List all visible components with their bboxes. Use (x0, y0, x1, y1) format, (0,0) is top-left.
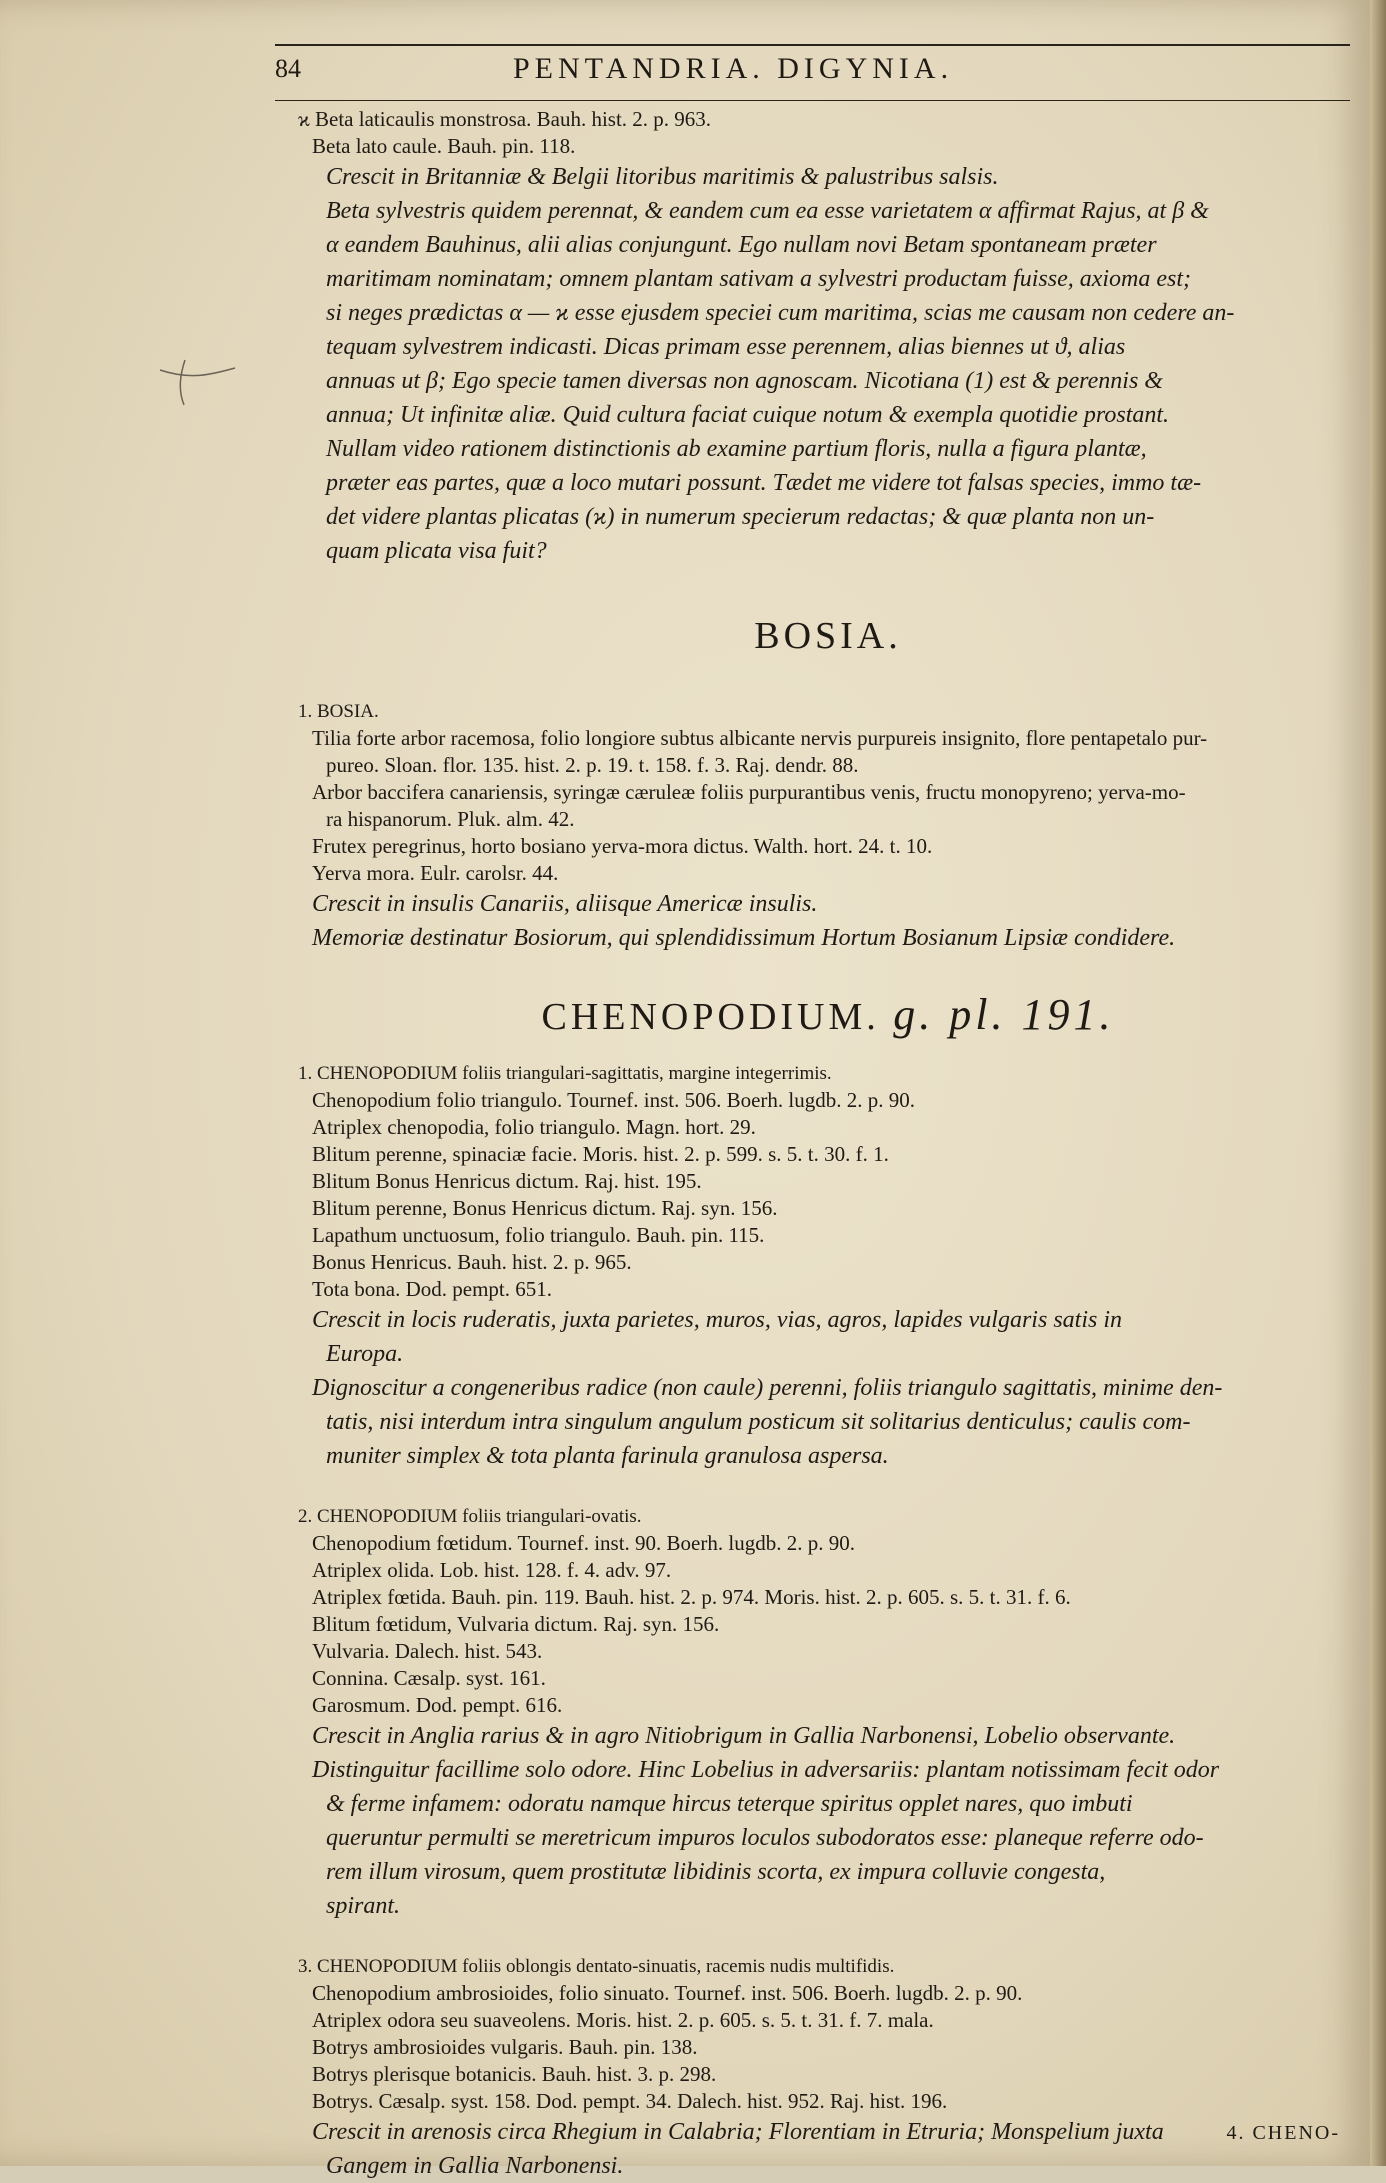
text-line: Blitum perenne, Bonus Henricus dictum. Raj. syn. 156. (312, 1196, 778, 1220)
bosia-heading: BOSIA. (754, 615, 902, 657)
text-line: Bonus Henricus. Bauh. hist. 2. p. 965. (312, 1250, 632, 1274)
text-line: tatis, nisi interdum intra singulum angulum posticum sit solitarius denticulus; caulis com- (326, 1409, 1191, 1435)
text-line: Botrys. Cæsalp. syst. 158. Dod. pempt. 34. Dalech. hist. 952. Raj. hist. 196. (312, 2089, 948, 2113)
chenopodium-heading-ref: g. pl. 191. (893, 990, 1115, 1039)
text-line: Blitum perenne, spinaciæ facie. Moris. hist. 2. p. 599. s. 5. t. 30. f. 1. (312, 1142, 889, 1166)
text-line: Chenopodium folio triangulo. Tournef. inst. 506. Boerh. lugdb. 2. p. 90. (312, 1088, 916, 1112)
species-title: 3. CHENOPODIUM foliis oblongis dentato-sinuatis, racemis nudis multifidis. (298, 1956, 895, 1977)
text-line: si neges prædictas α — ϰ esse ejusdem speciei cum maritima, scias me causam non cedere an- (326, 300, 1235, 326)
header-rule-top (275, 44, 1350, 46)
page-content (298, 106, 1358, 2183)
text-line: queruntur permulti se meretricum impuros loculos subodoratos esse: planeque referre odo- (326, 1825, 1204, 1851)
text-line: maritimam nominatam; omnem plantam sativam a sylvestri productam fuisse, axioma est; (326, 266, 1192, 292)
text-line: Crescit in locis ruderatis, juxta parietes, muros, vias, agros, lapides vulgaris satis in (312, 1307, 1122, 1333)
page-header (275, 48, 1350, 88)
beta-section (298, 106, 1358, 568)
chenopodium-species-1 (298, 1060, 1358, 1473)
text-line: rem illum virosum, quem prostitutæ libidinis scorta, ex impura colluvie congesta, (326, 1859, 1106, 1885)
text-line: α eandem Bauhinus, alii alias conjungunt. Ego nullam novi Betam spontaneam præter (326, 232, 1157, 258)
page-number: 84 (275, 54, 301, 83)
text-line: Beta sylvestris quidem perennat, & eandem cum ea esse varietatem α affirmat Rajus, at β & (326, 198, 1209, 224)
text-line: Atriplex fœtida. Bauh. pin. 119. Bauh. hist. 2. p. 974. Moris. hist. 2. p. 605. s. 5. t. 31. f. 6. (312, 1585, 1071, 1609)
text-line: Blitum fœtidum, Vulvaria dictum. Raj. syn. 156. (312, 1612, 720, 1636)
text-line: Distinguitur facillime solo odore. Hinc Lobelius in adversariis: plantam notissimam fecit odor (312, 1757, 1220, 1783)
text-line: Crescit in Britanniæ & Belgii litoribus maritimis & palustribus salsis. (326, 164, 999, 190)
text-line: Botrys plerisque botanicis. Bauh. hist. 3. p. 298. (312, 2062, 717, 2086)
text-line: Memoriæ destinatur Bosiorum, qui splendidissimum Hortum Bosianum Lipsiæ condidere. (312, 925, 1176, 951)
catchword: 4. CHENO- (1226, 2122, 1340, 2144)
text-line: Dignoscitur a congeneribus radice (non caule) perenni, foliis triangulo sagittatis, minime den- (312, 1375, 1223, 1401)
text-line: muniter simplex & tota planta farinula granulosa aspersa. (326, 1443, 889, 1469)
text-line: Chenopodium fœtidum. Tournef. inst. 90. Boerh. lugdb. 2. p. 90. (312, 1531, 855, 1555)
text-line: Crescit in Anglia rarius & in agro Nitiobrigum in Gallia Narbonensi, Lobelio observante. (312, 1723, 1176, 1749)
chenopodium-heading (298, 989, 1358, 1040)
text-line: annua; Ut infinitæ aliæ. Quid cultura faciat cuique notum & exempla quotidie prostant. (326, 402, 1170, 428)
text-line: Garosmum. Dod. pempt. 616. (312, 1693, 563, 1717)
text-line: Atriplex olida. Lob. hist. 128. f. 4. adv. 97. (312, 1558, 672, 1582)
text-line: & ferme infamem: odoratu namque hircus teterque spiritus opplet nares, quo imbuti (326, 1791, 1133, 1817)
pencil-mark-icon (150, 350, 240, 410)
header-rule-bottom (275, 100, 1350, 101)
text-line: tequam sylvestrem indicasti. Dicas primam esse perennem, alias biennes ut ϑ, alias (326, 334, 1126, 360)
text-line: Gangem in Gallia Narbonensi. (326, 2153, 624, 2179)
chenopodium-species-2 (298, 1503, 1358, 1923)
text-line: Tilia forte arbor racemosa, folio longiore subtus albicante nervis purpureis insignito, flore pentapetalo pur- (312, 726, 1208, 750)
text-line: Vulvaria. Dalech. hist. 543. (312, 1639, 543, 1663)
text-line: ra hispanorum. Pluk. alm. 42. (326, 807, 575, 831)
text-line: Atriplex odora seu suaveolens. Moris. hist. 2. p. 605. s. 5. t. 31. f. 7. mala. (312, 2008, 934, 2032)
text-line: Crescit in arenosis circa Rhegium in Calabria; Florentiam in Etruria; Monspelium juxta (312, 2119, 1164, 2145)
text-line: Chenopodium ambrosioides, folio sinuato. Tournef. inst. 506. Boerh. lugdb. 2. p. 90. (312, 1981, 1023, 2005)
text-line: Beta lato caule. Bauh. pin. 118. (312, 134, 576, 158)
text-line: Botrys ambrosioides vulgaris. Bauh. pin. 138. (312, 2035, 698, 2059)
text-line: spirant. (326, 1893, 401, 1919)
text-line: quam plicata visa fuit? (326, 538, 547, 564)
chenopodium-heading-title: CHENOPODIUM. (541, 996, 880, 1038)
text-line: Lapathum unctuosum, folio triangulo. Bauh. pin. 115. (312, 1223, 765, 1247)
text-line: præter eas partes, quæ a loco mutari possunt. Tædet me videre tot falsas species, immo tæ- (326, 470, 1202, 496)
text-line: Frutex peregrinus, horto bosiano yerva-mora dictus. Walth. hort. 24. t. 10. (312, 834, 933, 858)
text-line: Atriplex chenopodia, folio triangulo. Magn. hort. 29. (312, 1115, 756, 1139)
text-line: ϰ Beta laticaulis monstrosa. Bauh. hist. 2. p. 963. (298, 107, 712, 131)
bosia-section (298, 698, 1358, 955)
text-line: annuas ut β; Ego specie tamen diversas non agnoscam. Nicotiana (1) est & perennis & (326, 368, 1163, 394)
page-edge (1370, 0, 1386, 2166)
text-line: Crescit in insulis Canariis, aliisque Americæ insulis. (312, 891, 818, 917)
species-title: 1. BOSIA. (298, 701, 379, 722)
text-line: Blitum Bonus Henricus dictum. Raj. hist. 195. (312, 1169, 702, 1193)
text-line: pureo. Sloan. flor. 135. hist. 2. p. 19. t. 158. f. 3. Raj. dendr. 88. (326, 753, 859, 777)
chenopodium-species-3 (298, 1953, 1358, 2183)
species-title: 1. CHENOPODIUM foliis triangulari-sagittatis, margine integerrimis. (298, 1063, 832, 1084)
text-line: Connina. Cæsalp. syst. 161. (312, 1666, 546, 1690)
species-title: 2. CHENOPODIUM foliis triangulari-ovatis. (298, 1506, 642, 1527)
running-head: PENTANDRIA. DIGYNIA. (513, 52, 954, 85)
text-line: Yerva mora. Eulr. carolsr. 44. (312, 861, 559, 885)
text-line: Europa. (326, 1341, 404, 1367)
text-line: Tota bona. Dod. pempt. 651. (312, 1277, 552, 1301)
text-line: Nullam video rationem distinctionis ab examine partium floris, nulla a figura plantæ, (326, 436, 1147, 462)
text-line: Arbor baccifera canariensis, syringæ cæruleæ foliis purpurantibus venis, fructu monopyreno; yerva-mo- (312, 780, 1186, 804)
text-line: det videre plantas plicatas (ϰ) in numerum specierum redactas; & quæ planta non un- (326, 504, 1155, 530)
